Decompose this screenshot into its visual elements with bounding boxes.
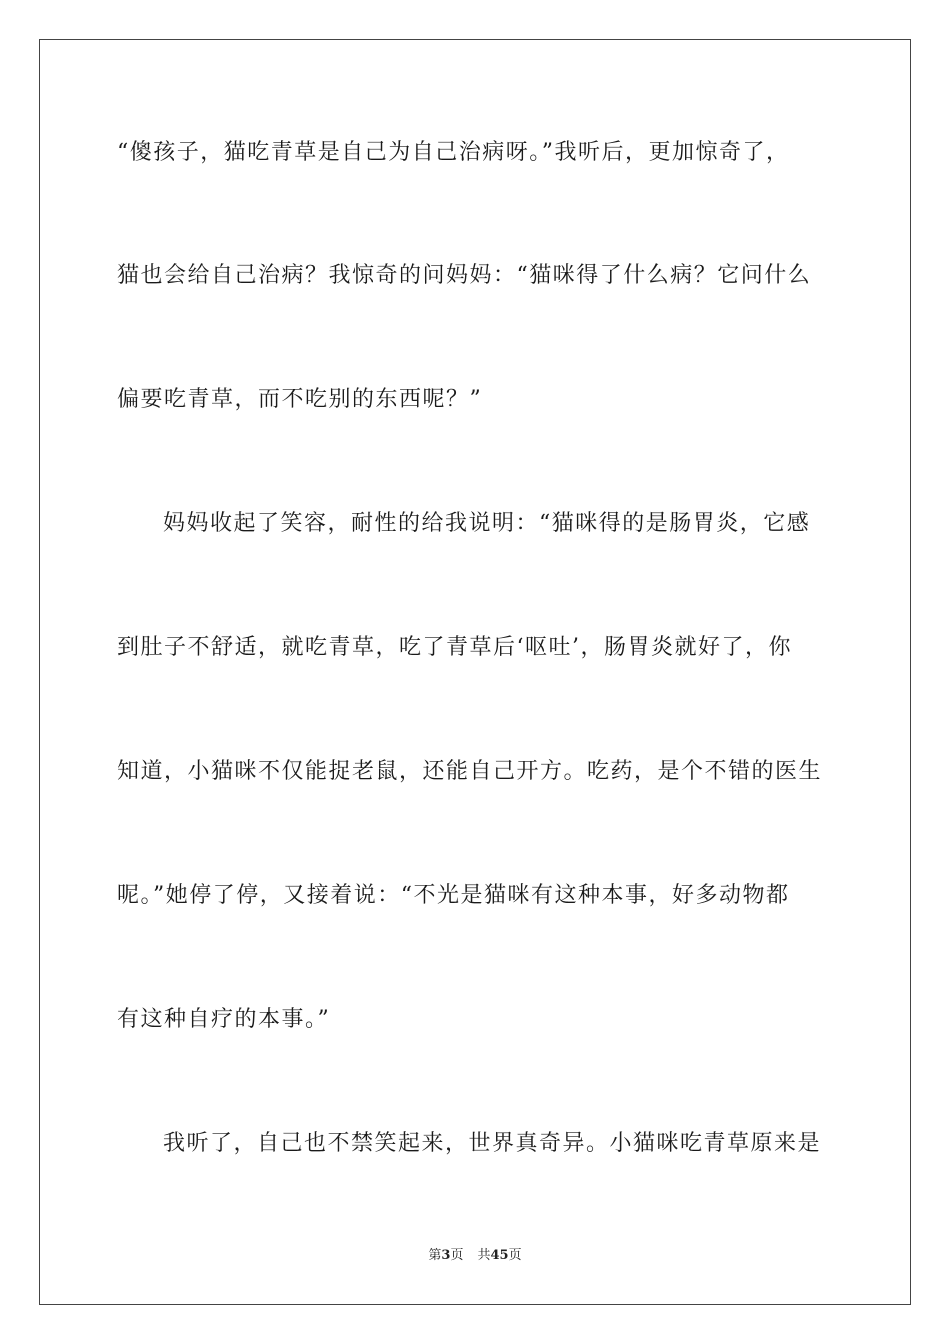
page-frame xyxy=(39,39,911,1305)
page-number: 3 xyxy=(441,1248,451,1263)
total-prefix: 共 xyxy=(477,1248,491,1263)
total-pages: 45 xyxy=(490,1248,509,1263)
text-line-1: “傻孩子，猫吃青草是自己为自己治病呀。”我听后，更加惊奇了， xyxy=(117,140,790,165)
text-line-4: 妈妈收起了笑容，耐性的给我说明：“猫咪得的是肠胃炎，它感 xyxy=(163,511,811,536)
page-suffix: 页 xyxy=(450,1248,464,1263)
page-footer xyxy=(0,1247,950,1265)
text-line-3: 偏要吃青草，而不吃别的东西呢？” xyxy=(117,387,483,412)
text-line-7: 呢。”她停了停，又接着说：“不光是猫咪有这种本事，好多动物都 xyxy=(117,883,790,908)
text-line-6: 知道，小猫咪不仅能捉老鼠，还能自己开方。吃药，是个不错的医生 xyxy=(117,759,823,784)
total-suffix: 页 xyxy=(508,1248,522,1263)
text-line-8: 有这种自疗的本事。” xyxy=(117,1007,331,1032)
text-line-5: 到肚子不舒适，就吃青草，吃了青草后‘呕吐’，肠胃炎就好了，你 xyxy=(117,635,792,660)
text-line-9: 我听了，自己也不禁笑起来，世界真奇异。小猫咪吃青草原来是 xyxy=(163,1131,822,1156)
page-prefix: 第 xyxy=(428,1248,442,1263)
text-line-2: 猫也会给自己治病？我惊奇的问妈妈：“猫咪得了什么病？它问什么 xyxy=(117,263,812,288)
